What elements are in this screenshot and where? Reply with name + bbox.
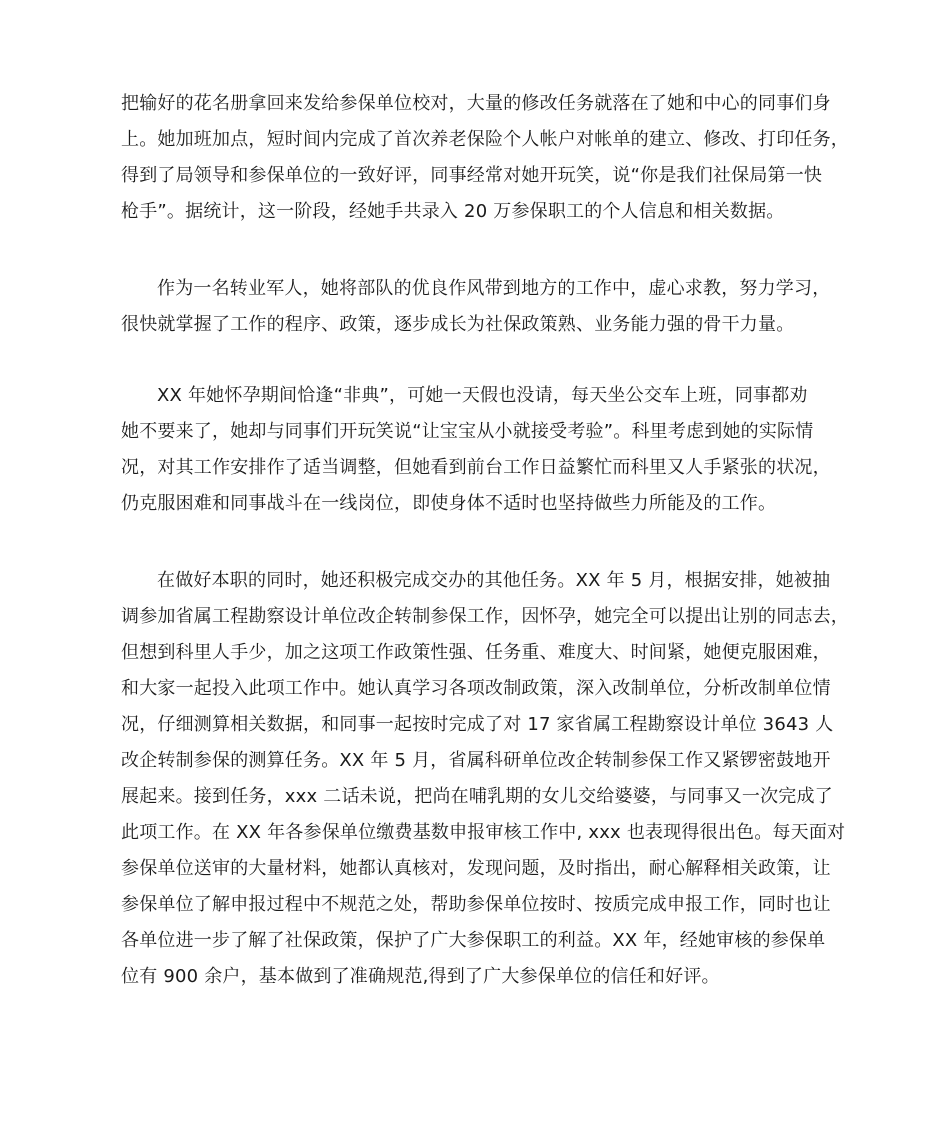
paragraph-4: [121, 563, 849, 995]
paragraph-line: 参保单位送审的大量材料，她都认真核对，发现问题，及时指出，耐心解释相关政策，让: [121, 858, 831, 879]
paragraph-line: 展起来。接到任务，xxx 二话未说，把尚在哺乳期的女儿交给婆婆，与同事又一次完成了: [121, 786, 833, 807]
paragraph-2: [121, 271, 849, 343]
paragraph-line: 况，对其工作安排作了适当调整，但她看到前台工作日益繁忙而科里又人手紧张的状况，: [121, 457, 831, 478]
paragraph-line: 得到了局领导和参保单位的一致好评，同事经常对她开玩笑，说“你是我们社保局第一快: [121, 165, 823, 186]
paragraph-line: 把输好的花名册拿回来发给参保单位校对，大量的修改任务就落在了她和中心的同事们身: [121, 93, 831, 114]
paragraph-line: 她不要来了，她却与同事们开玩笑说“让宝宝从小就接受考验”。科里考虑到她的实际情: [121, 421, 814, 442]
paragraph-line: 此项工作。在 XX 年各参保单位缴费基数申报审核工作中, xxx 也表现得很出色。每天面对: [121, 822, 846, 843]
paragraph-line: 调参加省属工程勘察设计单位改企转制参保工作，因怀孕，她完全可以提出让别的同志去，: [121, 606, 849, 627]
paragraph-line: 况，仔细测算相关数据，和同事一起按时完成了对 17 家省属工程勘察设计单位 3643 人: [121, 714, 834, 735]
paragraph-line: XX 年她怀孕期间恰逢“非典”，可她一天假也没请，每天坐公交车上班，同事都劝: [157, 385, 808, 406]
paragraph-line: 各单位进一步了解了社保政策，保护了广大参保职工的利益。XX 年，经她审核的参保单: [121, 930, 826, 951]
paragraph-line: 但想到科里人手少，加之这项工作政策性强、任务重、难度大、时间紧，她便克服困难，: [121, 642, 831, 663]
paragraph-line: 很快就掌握了工作的程序、政策，逐步成长为社保政策熟、业务能力强的骨干力量。: [121, 314, 795, 335]
paragraph-line: 上。她加班加点，短时间内完成了首次养老保险个人帐户对帐单的建立、修改、打印任务，: [121, 129, 849, 150]
paragraph-line: 枪手”。据统计，这一阶段，经她手共录入 20 万参保职工的个人信息和相关数据。: [121, 201, 785, 222]
paragraph-3: [121, 378, 849, 522]
paragraph-line: 改企转制参保的测算任务。XX 年 5 月，省属科研单位改企转制参保工作又紧锣密鼓地开: [121, 750, 831, 771]
paragraph-line: 和大家一起投入此项工作中。她认真学习各项改制政策，深入改制单位，分析改制单位情: [121, 678, 831, 699]
paragraph-line: 位有 900 余户，基本做到了准确规范,得到了广大参保单位的信任和好评。: [121, 966, 720, 987]
paragraph-1: [121, 86, 849, 230]
paragraph-line: 作为一名转业军人，她将部队的优良作风带到地方的工作中，虚心求教，努力学习，: [157, 278, 831, 299]
paragraph-line: 仍克服困难和同事战斗在一线岗位，即使身体不适时也坚持做些力所能及的工作。: [121, 493, 777, 514]
paragraph-line: 在做好本职的同时，她还积极完成交办的其他任务。XX 年 5 月，根据安排，她被抽: [157, 570, 831, 591]
paragraph-line: 参保单位了解申报过程中不规范之处，帮助参保单位按时、按质完成申报工作，同时也让: [121, 894, 831, 915]
